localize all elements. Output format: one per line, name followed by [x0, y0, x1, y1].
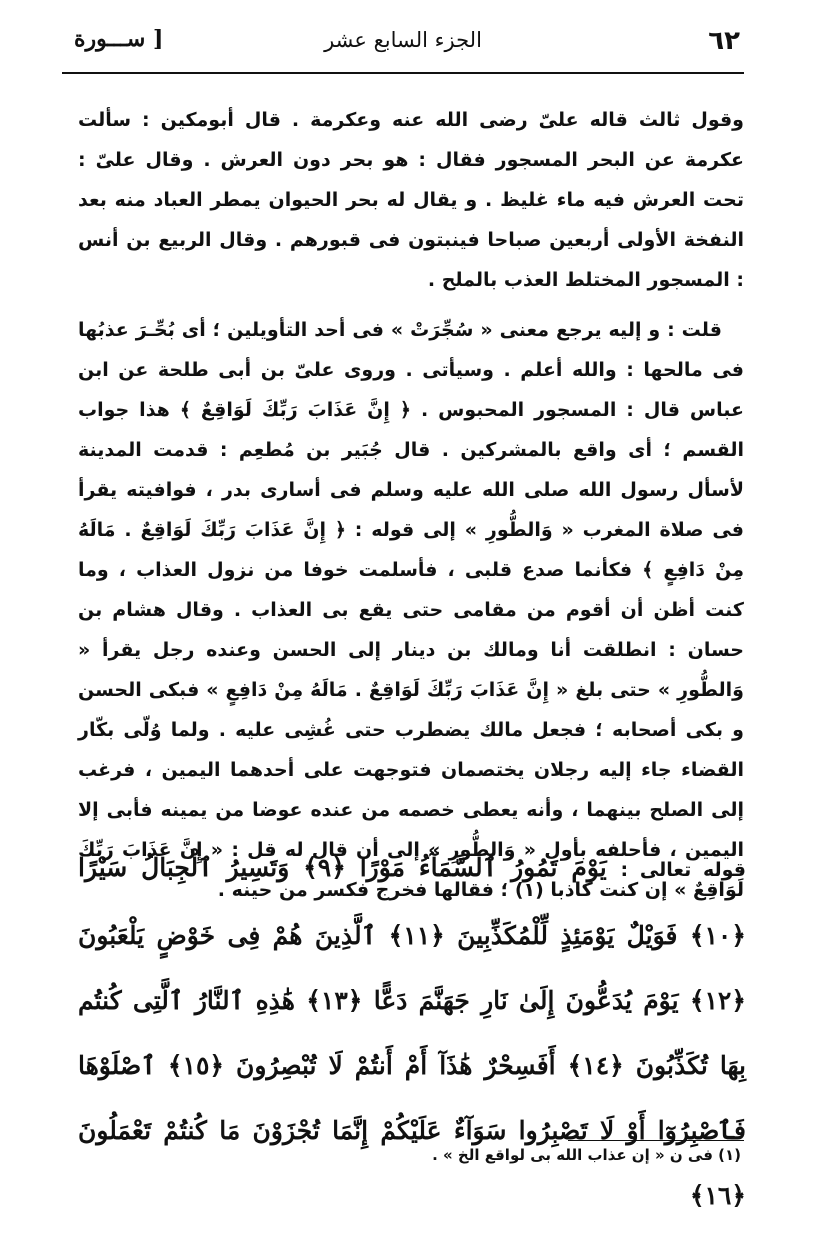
commentary-text	[78, 100, 744, 920]
running-title: الجزء السابع عشر	[324, 28, 482, 52]
quran-verses	[78, 835, 746, 1228]
surah-label: [ ســـورة	[74, 26, 164, 52]
footnote: (١) فى ن « إن عذاب الله بى لواقع الخ » .	[432, 1146, 741, 1164]
verse-text: يَوْمَ تَمُورُ ٱلسَّمَآءُ مَوْرًا ﴿٩﴾ وَتَسِيرُ ٱلْجِبَالُ سَيْرًا ﴿١٠﴾ فَوَيْلٌ يَوْمَئِذٍ لِّلْمُكَذِّبِينَ ﴿١١﴾ ٱلَّذِينَ هُمْ فِى خَوْضٍ يَلْعَبُونَ ﴿١٢﴾ يَوْمَ يُدَعُّونَ إِلَىٰ نَارِ جَهَنَّمَ دَعًّا ﴿١٣﴾ هَٰذِهِ ٱلنَّارُ ٱلَّتِى كُنتُم بِهَا تُكَذِّبُونَ ﴿١٤﴾ أَفَسِحْرٌ هَٰذَآ أَمْ أَنتُمْ لَا تُبْصِرُونَ ﴿١٥﴾ ٱصْلَوْهَا فَٱصْبِرُوٓا أَوْ لَا تَصْبِرُوا سَوَآءٌ عَلَيْكُمْ إِنَّمَا تُجْزَوْنَ مَا كُنتُمْ تَعْمَلُونَ ﴿١٦﴾	[78, 853, 746, 1210]
page-header	[62, 22, 744, 74]
page-number: ٦٢	[708, 26, 740, 56]
verse-intro: قوله تعالى :	[620, 859, 746, 881]
paragraph: وقول ثالث قاله علىّ رضى الله عنه وعكرمة . قال أبومكين : سألت عكرمة عن البحر المسجور فقال : هو بحر دون العرش . وقال علىّ : تحت العرش فيه ماء غليظ . و يقال له بحر الحيوان يمطر العباد منه بعد النفخة الأولى أربعين صباحا فينبتون فى قبورهم . وقال الربيع بن أنس : المسجور المختلط العذب بالملح .	[78, 109, 744, 291]
footnote-divider	[568, 1140, 744, 1141]
paragraph: قلت : و إليه يرجع معنى « سُجِّرَتْ » فى أحد التأويلين ؛ أى بُحِّـرَ عذبُها فى مالحها : والله أعلم . وسيأتى . وروى علىّ بن أبى طلحة عن ابن عباس قال : المسجور المحبوس . ﴿ إِنَّ عَذَابَ رَبِّكَ لَوَاقِعٌ ﴾ هذا جواب القسم ؛ أى واقع بالمشركين . قال جُبَير بن مُطعِم : قدمت المدينة لأسأل رسول الله صلى الله عليه وسلم فى أسارى بدر ، فوافيته يقرأ فى صلاة المغرب « وَالطُّورِ » إلى قوله : ﴿ إِنَّ عَذَابَ رَبِّكَ لَوَاقِعٌ . مَالَهُ مِنْ دَافِعٍ ﴾ فكأنما صدع قلبى ، فأسلمت خوفا من نزول العذاب ، وما كنت أظن أن أقوم من مقامى حتى يقع بى العذاب . وقال هشام بن حسان : انطلقت أنا ومالك بن دينار إلى الحسن وعنده رجل يقرأ « وَالطُّورِ » حتى بلغ « إِنَّ عَذَابَ رَبِّكَ لَوَاقِعٌ . مَالَهُ مِنْ دَافِعٍ » فبكى الحسن و بكى أصحابه ؛ فجعل مالك يضطرب حتى غُشِى عليه . ولما وُلّى بكّار القضاء جاء إليه رجلان يختصمان فتوجهت على أحدهما اليمين ، فرغب إلى الصلح بينهما ، وأنه يعطى خصمه من عنده عوضا من يمينه فأبى إلا اليمين ، فأحلفه بأول « وَالطُّورِ » إلى أن قال له قل : « إِنَّ عَذَابَ رَبِّكَ لَوَاقِعٌ » إن كنت كاذبا (١) ؛ فقالها فخرج فكسر من حينه .	[78, 319, 744, 901]
